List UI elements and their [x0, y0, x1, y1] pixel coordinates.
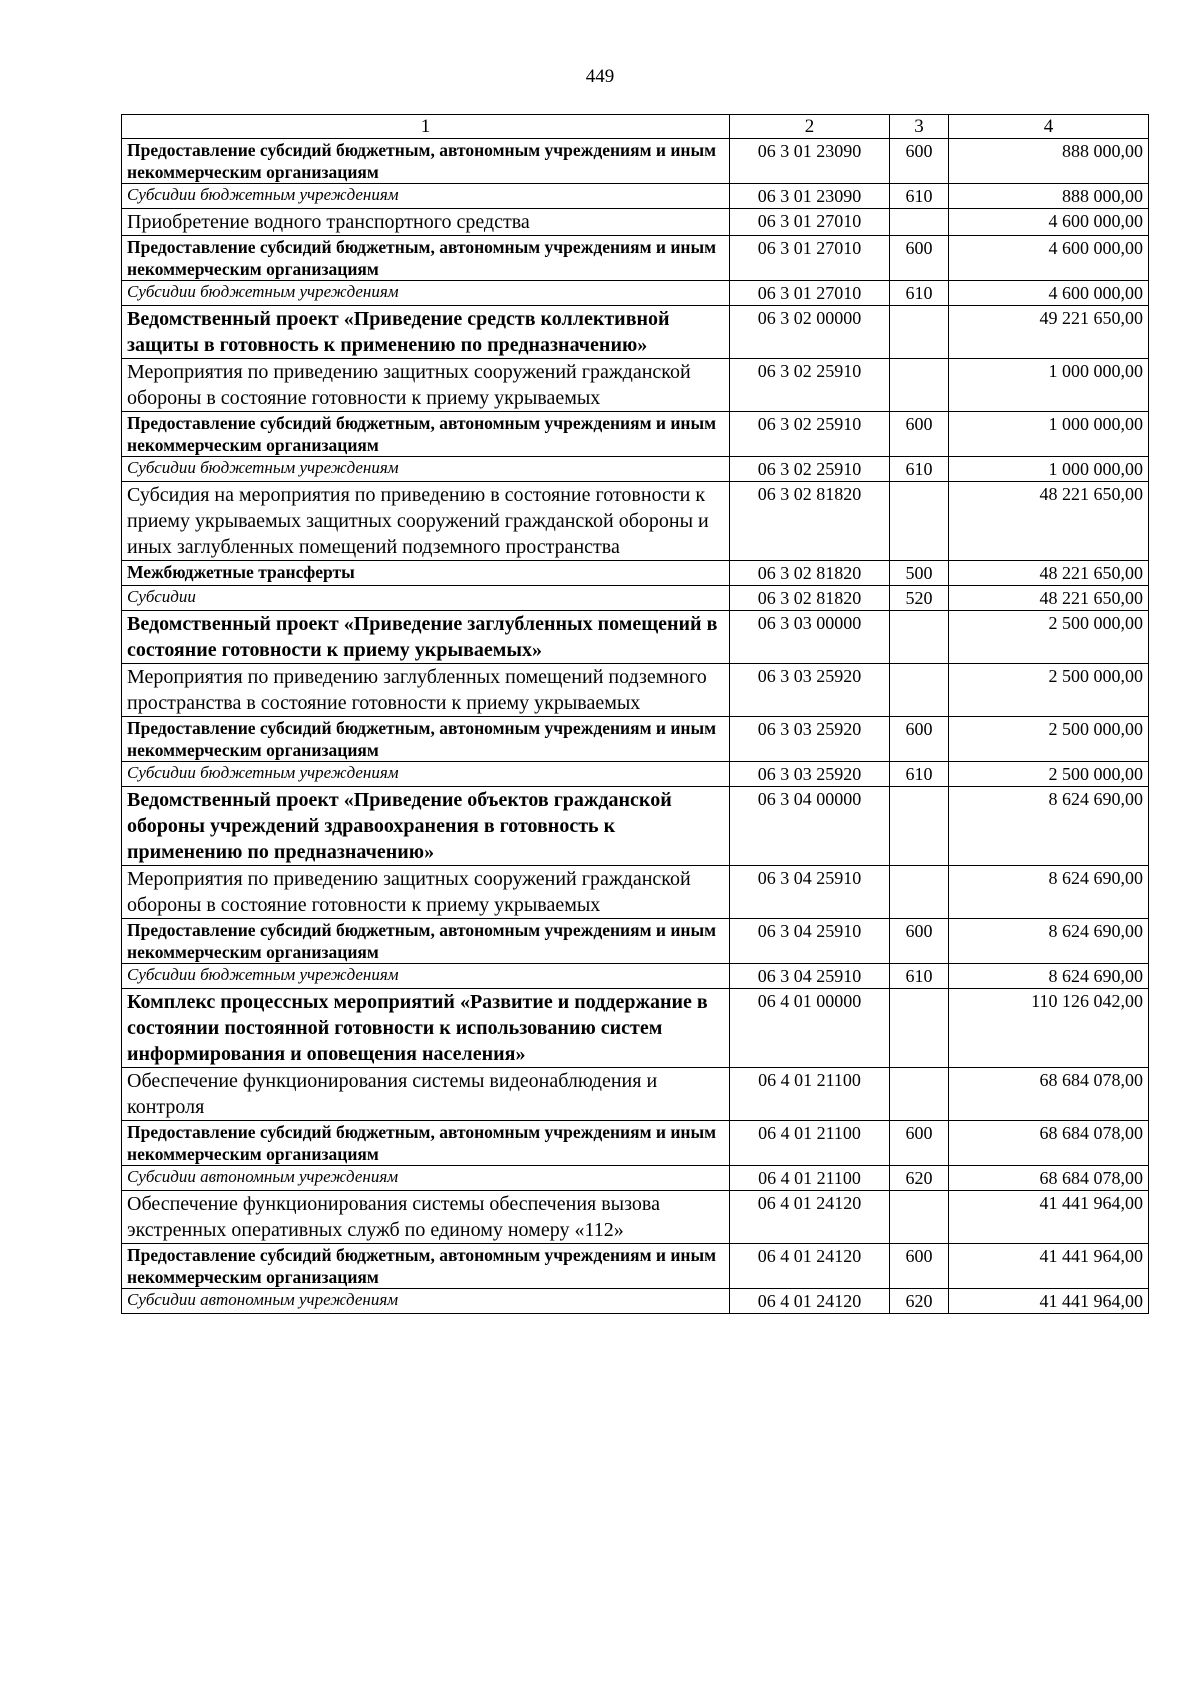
row-amount: 8 624 690,00: [949, 866, 1149, 919]
table-row: [122, 236, 1149, 281]
row-amount: 2 500 000,00: [949, 611, 1149, 664]
row-code: 06 3 03 00000: [730, 611, 890, 664]
row-name: Обеспечение функционирования системы обеспечения вызова экстренных оперативных служб по единому номеру «112»: [122, 1191, 730, 1244]
table-row: [122, 989, 1149, 1068]
row-amount: 68 684 078,00: [949, 1121, 1149, 1166]
row-amount: 48 221 650,00: [949, 482, 1149, 561]
row-name: Ведомственный проект «Приведение объектов гражданской обороны учреждений здравоохранения в готовность к применению по предназначению»: [122, 787, 730, 866]
row-amount: 68 684 078,00: [949, 1166, 1149, 1191]
row-amount: 8 624 690,00: [949, 787, 1149, 866]
row-name: Предоставление субсидий бюджетным, автономным учреждениям и иным некоммерческим организациям: [122, 919, 730, 964]
row-amount: 888 000,00: [949, 139, 1149, 184]
row-name: Субсидии: [122, 586, 730, 611]
row-expense-type: [890, 866, 949, 919]
row-code: 06 3 04 25910: [730, 866, 890, 919]
table-row: [122, 281, 1149, 306]
row-name: Субсидии бюджетным учреждениям: [122, 184, 730, 209]
table-row: [122, 586, 1149, 611]
row-name: Предоставление субсидий бюджетным, автономным учреждениям и иным некоммерческим организациям: [122, 139, 730, 184]
table-row: [122, 306, 1149, 359]
row-code: 06 3 01 23090: [730, 139, 890, 184]
row-name: Приобретение водного транспортного средства: [122, 209, 730, 236]
row-expense-type: 600: [890, 412, 949, 457]
row-amount: 4 600 000,00: [949, 281, 1149, 306]
row-expense-type: 610: [890, 457, 949, 482]
row-expense-type: [890, 306, 949, 359]
row-code: 06 3 04 25910: [730, 964, 890, 989]
table-row: [122, 209, 1149, 236]
row-code: 06 3 04 00000: [730, 787, 890, 866]
row-expense-type: 600: [890, 919, 949, 964]
row-expense-type: [890, 989, 949, 1068]
row-amount: 41 441 964,00: [949, 1191, 1149, 1244]
table-row: [122, 787, 1149, 866]
table-row: [122, 964, 1149, 989]
row-code: 06 3 02 25910: [730, 457, 890, 482]
row-amount: 48 221 650,00: [949, 561, 1149, 586]
row-expense-type: 610: [890, 964, 949, 989]
row-name: Предоставление субсидий бюджетным, автономным учреждениям и иным некоммерческим организациям: [122, 236, 730, 281]
row-expense-type: 600: [890, 1244, 949, 1289]
row-expense-type: 600: [890, 139, 949, 184]
row-name: Ведомственный проект «Приведение средств коллективной защиты в готовность к применению по предназначению»: [122, 306, 730, 359]
row-name: Предоставление субсидий бюджетным, автономным учреждениям и иным некоммерческим организациям: [122, 1121, 730, 1166]
row-name: Субсидии автономным учреждениям: [122, 1166, 730, 1191]
row-name: Субсидии бюджетным учреждениям: [122, 762, 730, 787]
table-row: [122, 561, 1149, 586]
row-name: Предоставление субсидий бюджетным, автономным учреждениям и иным некоммерческим организациям: [122, 412, 730, 457]
row-amount: 8 624 690,00: [949, 919, 1149, 964]
row-name: Ведомственный проект «Приведение заглубленных помещений в состояние готовности к приему укрываемых»: [122, 611, 730, 664]
header-col-1: 1: [122, 115, 730, 139]
row-amount: 1 000 000,00: [949, 457, 1149, 482]
table-row: [122, 762, 1149, 787]
row-expense-type: 500: [890, 561, 949, 586]
row-expense-type: [890, 787, 949, 866]
row-code: 06 4 01 21100: [730, 1166, 890, 1191]
row-expense-type: [890, 209, 949, 236]
row-code: 06 3 03 25920: [730, 664, 890, 717]
header-col-4: 4: [949, 115, 1149, 139]
row-amount: 4 600 000,00: [949, 209, 1149, 236]
row-name: Субсидии автономным учреждениям: [122, 1289, 730, 1314]
table-row: [122, 1289, 1149, 1314]
table-row: [122, 866, 1149, 919]
header-row: [122, 115, 1149, 139]
row-name: Субсидии бюджетным учреждениям: [122, 457, 730, 482]
table-row: [122, 412, 1149, 457]
row-name: Межбюджетные трансферты: [122, 561, 730, 586]
row-name: Предоставление субсидий бюджетным, автономным учреждениям и иным некоммерческим организациям: [122, 1244, 730, 1289]
table-row: [122, 1166, 1149, 1191]
row-expense-type: [890, 664, 949, 717]
table-row: [122, 359, 1149, 412]
row-expense-type: 620: [890, 1166, 949, 1191]
budget-table: [121, 114, 1149, 1314]
row-expense-type: 610: [890, 184, 949, 209]
row-code: 06 3 01 27010: [730, 236, 890, 281]
row-code: 06 3 04 25910: [730, 919, 890, 964]
row-code: 06 4 01 00000: [730, 989, 890, 1068]
row-code: 06 4 01 24120: [730, 1191, 890, 1244]
row-expense-type: [890, 1068, 949, 1121]
table-row: [122, 482, 1149, 561]
row-expense-type: 610: [890, 281, 949, 306]
row-code: 06 3 02 81820: [730, 561, 890, 586]
row-expense-type: 600: [890, 1121, 949, 1166]
page-number: 449: [585, 66, 615, 87]
row-amount: 41 441 964,00: [949, 1289, 1149, 1314]
row-code: 06 4 01 21100: [730, 1121, 890, 1166]
row-amount: 4 600 000,00: [949, 236, 1149, 281]
table-row: [122, 919, 1149, 964]
row-name: Субсидии бюджетным учреждениям: [122, 281, 730, 306]
row-name: Мероприятия по приведению защитных сооружений гражданской обороны в состояние готовности к приему укрываемых: [122, 359, 730, 412]
table-row: [122, 1121, 1149, 1166]
row-code: 06 3 03 25920: [730, 762, 890, 787]
row-amount: 41 441 964,00: [949, 1244, 1149, 1289]
table-row: [122, 139, 1149, 184]
row-amount: 49 221 650,00: [949, 306, 1149, 359]
row-expense-type: [890, 482, 949, 561]
row-name: Обеспечение функционирования системы видеонаблюдения и контроля: [122, 1068, 730, 1121]
row-code: 06 4 01 24120: [730, 1244, 890, 1289]
row-expense-type: [890, 359, 949, 412]
row-name: Комплекс процессных мероприятий «Развитие и поддержание в состоянии постоянной готовности к использованию систем информирования и оповещения населения»: [122, 989, 730, 1068]
row-amount: 110 126 042,00: [949, 989, 1149, 1068]
table-row: [122, 1244, 1149, 1289]
row-code: 06 4 01 24120: [730, 1289, 890, 1314]
row-amount: 2 500 000,00: [949, 717, 1149, 762]
row-expense-type: 520: [890, 586, 949, 611]
row-amount: 8 624 690,00: [949, 964, 1149, 989]
row-expense-type: [890, 611, 949, 664]
table-row: [122, 1068, 1149, 1121]
row-amount: 1 000 000,00: [949, 359, 1149, 412]
row-code: 06 3 01 27010: [730, 281, 890, 306]
row-expense-type: 600: [890, 236, 949, 281]
row-code: 06 3 03 25920: [730, 717, 890, 762]
row-code: 06 3 02 00000: [730, 306, 890, 359]
row-code: 06 3 02 25910: [730, 359, 890, 412]
row-amount: 68 684 078,00: [949, 1068, 1149, 1121]
row-name: Субсидии бюджетным учреждениям: [122, 964, 730, 989]
row-name: Мероприятия по приведению защитных сооружений гражданской обороны в состояние готовности к приему укрываемых: [122, 866, 730, 919]
row-amount: 2 500 000,00: [949, 762, 1149, 787]
row-amount: 2 500 000,00: [949, 664, 1149, 717]
table-row: [122, 457, 1149, 482]
row-expense-type: 620: [890, 1289, 949, 1314]
row-code: 06 3 01 27010: [730, 209, 890, 236]
row-expense-type: [890, 1191, 949, 1244]
table-row: [122, 1191, 1149, 1244]
table-row: [122, 184, 1149, 209]
table-row: [122, 611, 1149, 664]
row-name: Предоставление субсидий бюджетным, автономным учреждениям и иным некоммерческим организациям: [122, 717, 730, 762]
row-amount: 1 000 000,00: [949, 412, 1149, 457]
row-name: Субсидия на мероприятия по приведению в состояние готовности к приему укрываемых защитных сооружений гражданской обороны и иных заглубленных помещений подземного пространства: [122, 482, 730, 561]
table-row: [122, 717, 1149, 762]
row-code: 06 4 01 21100: [730, 1068, 890, 1121]
row-expense-type: 610: [890, 762, 949, 787]
row-amount: 48 221 650,00: [949, 586, 1149, 611]
row-name: Мероприятия по приведению заглубленных помещений подземного пространства в состояние готовности к приему укрываемых: [122, 664, 730, 717]
header-col-3: 3: [890, 115, 949, 139]
row-code: 06 3 02 81820: [730, 482, 890, 561]
row-amount: 888 000,00: [949, 184, 1149, 209]
table-row: [122, 664, 1149, 717]
row-code: 06 3 01 23090: [730, 184, 890, 209]
row-expense-type: 600: [890, 717, 949, 762]
row-code: 06 3 02 81820: [730, 586, 890, 611]
header-col-2: 2: [730, 115, 890, 139]
row-code: 06 3 02 25910: [730, 412, 890, 457]
